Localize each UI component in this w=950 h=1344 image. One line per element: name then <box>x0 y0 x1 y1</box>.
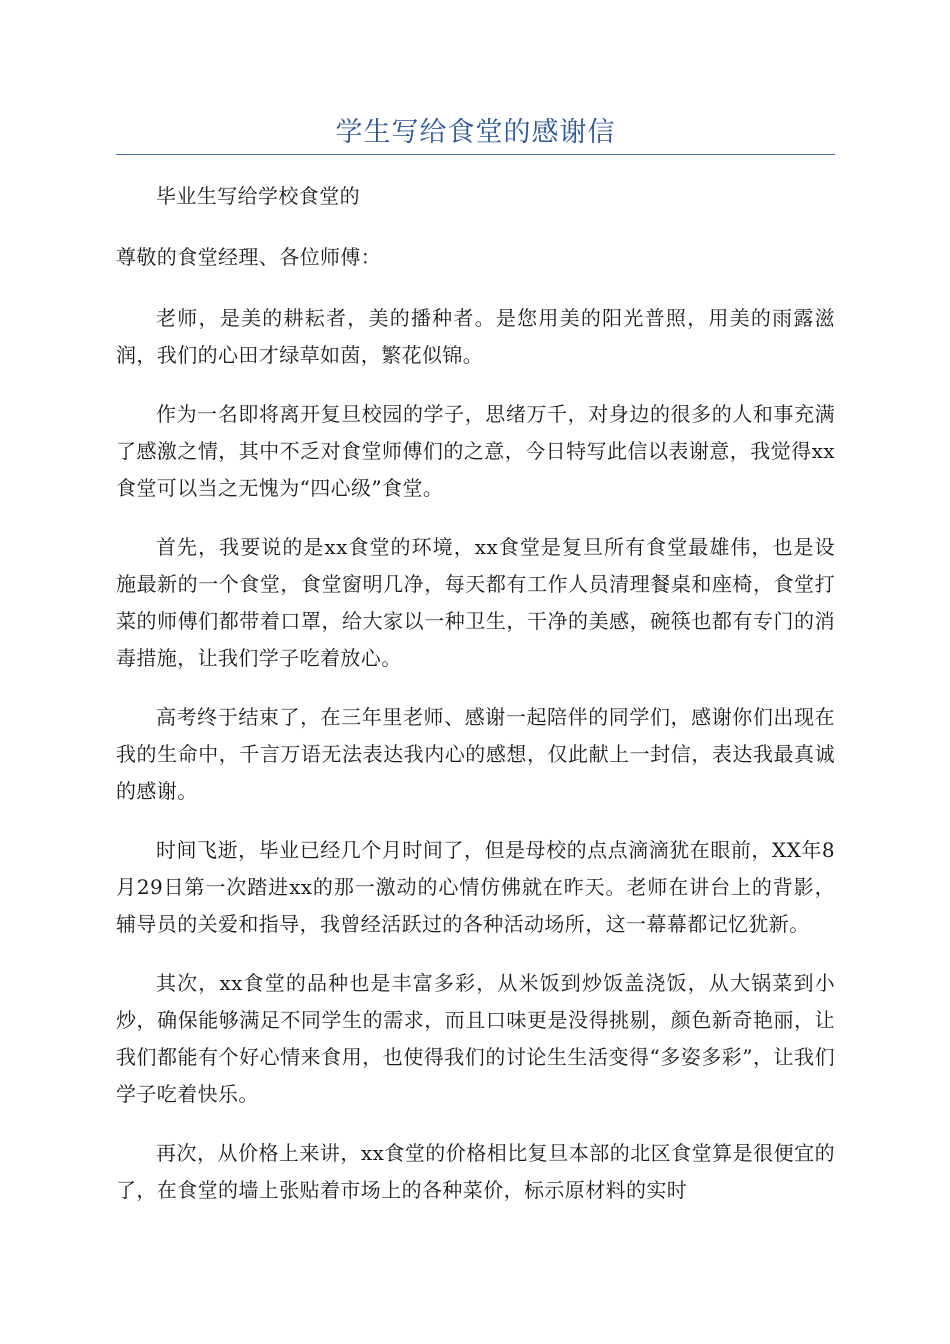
document-body <box>116 178 835 1231</box>
paragraph: 时间飞逝，毕业已经几个月时间了，但是母校的点点滴滴犹在眼前，XX年8月29日第一次踏进xx的那一激动的心情仿佛就在昨天。老师在讲台上的背影，辅导员的关爱和指导，我曾经活跃过的各种活动场所，这一幕幕都记忆犹新。 <box>116 838 835 936</box>
paragraph: 首先，我要说的是xx食堂的环境，xx食堂是复旦所有食堂最雄伟，也是设施最新的一个食堂，食堂窗明几净，每天都有工作人员清理餐桌和座椅，食堂打菜的师傅们都带着口罩，给大家以一种卫生，干净的美感，碗筷也都有专门的消毒措施，让我们学子吃着放心。 <box>116 535 835 670</box>
document-title: 学生写给食堂的感谢信 <box>335 117 616 148</box>
paragraph-salutation: 尊敬的食堂经理、各位师傅： <box>116 245 382 269</box>
paragraph-subtitle: 毕业生写给学校食堂的 <box>156 184 360 208</box>
paragraph: 作为一名即将离开复旦校园的学子，思绪万千，对身边的很多的人和事充满了感激之情，其中不乏对食堂师傅们的之意，今日特写此信以表谢意，我觉得xx食堂可以当之无愧为“四心级”食堂。 <box>116 402 835 500</box>
paragraph: 其次，xx食堂的品种也是丰富多彩，从米饭到炒饭盖浇饭，从大锅菜到小炒，确保能够满足不同学生的需求，而且口味更是没得挑剔，颜色新奇艳丽，让我们都能有个好心情来食用，也使得我们的讨论生生活变得“多姿多彩”，让我们学子吃着快乐。 <box>116 971 835 1106</box>
paragraph: 高考终于结束了，在三年里老师、感谢一起陪伴的同学们，感谢你们出现在我的生命中，千言万语无法表达我内心的感想，仅此献上一封信，表达我最真诚的感谢。 <box>116 705 835 803</box>
title-underline <box>116 154 835 155</box>
paragraph: 再次，从价格上来讲，xx食堂的价格相比复旦本部的北区食堂算是很便宜的了，在食堂的墙上张贴着市场上的各种菜价，标示原材料的实时 <box>116 1141 835 1202</box>
paragraph: 老师，是美的耕耘者，美的播种者。是您用美的阳光普照，用美的雨露滋润，我们的心田才绿草如茵，繁花似锦。 <box>116 306 835 367</box>
